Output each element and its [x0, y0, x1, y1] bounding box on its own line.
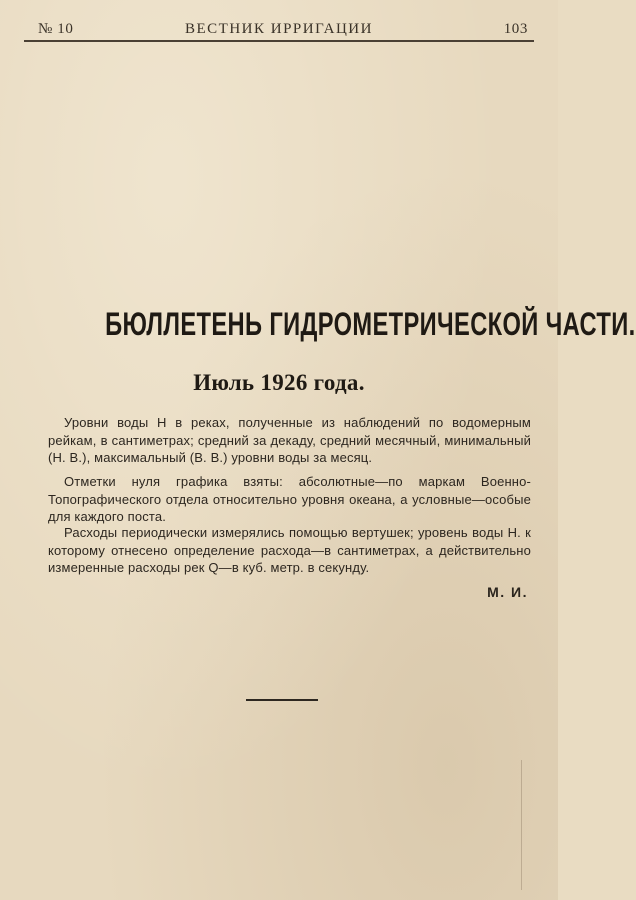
- closing-divider: [246, 699, 318, 701]
- journal-title: ВЕСТНИК ИРРИГАЦИИ: [185, 21, 373, 37]
- author-signature: М. И.: [487, 584, 528, 600]
- paragraph-water-levels: Уровни воды Н в реках, полученные из наблюдений по водомерным рейкам, в сантиметрах; средний за декаду, средний месячный, минимальный (Н. В.), максимальный (В. В.) уровни воды за месяц.: [48, 415, 531, 465]
- bulletin-subtitle: Июль 1926 года.: [193, 370, 365, 395]
- issue-number: № 10: [38, 21, 74, 37]
- paper-crease: [521, 760, 522, 890]
- page-number: 103: [503, 21, 528, 37]
- paragraph-discharges: Расходы периодически измерялись помощью вертушек; уровень воды Н. к которому отнесено определение расхода—в сантиметрах, а действительно измеренные расходы рек Q—в куб. метр. в секунду.: [48, 525, 531, 575]
- header-divider: [24, 40, 534, 42]
- bulletin-title: БЮЛЛЕТЕНЬ ГИДРОМЕТРИЧЕСКОЙ ЧАСТИ.: [105, 306, 636, 342]
- paragraph-zero-marks: Отметки нуля графика взяты: абсолютные—по маркам Военно-Топографического отдела относительно уровня океана, а условные—особые для каждого поста.: [48, 474, 531, 524]
